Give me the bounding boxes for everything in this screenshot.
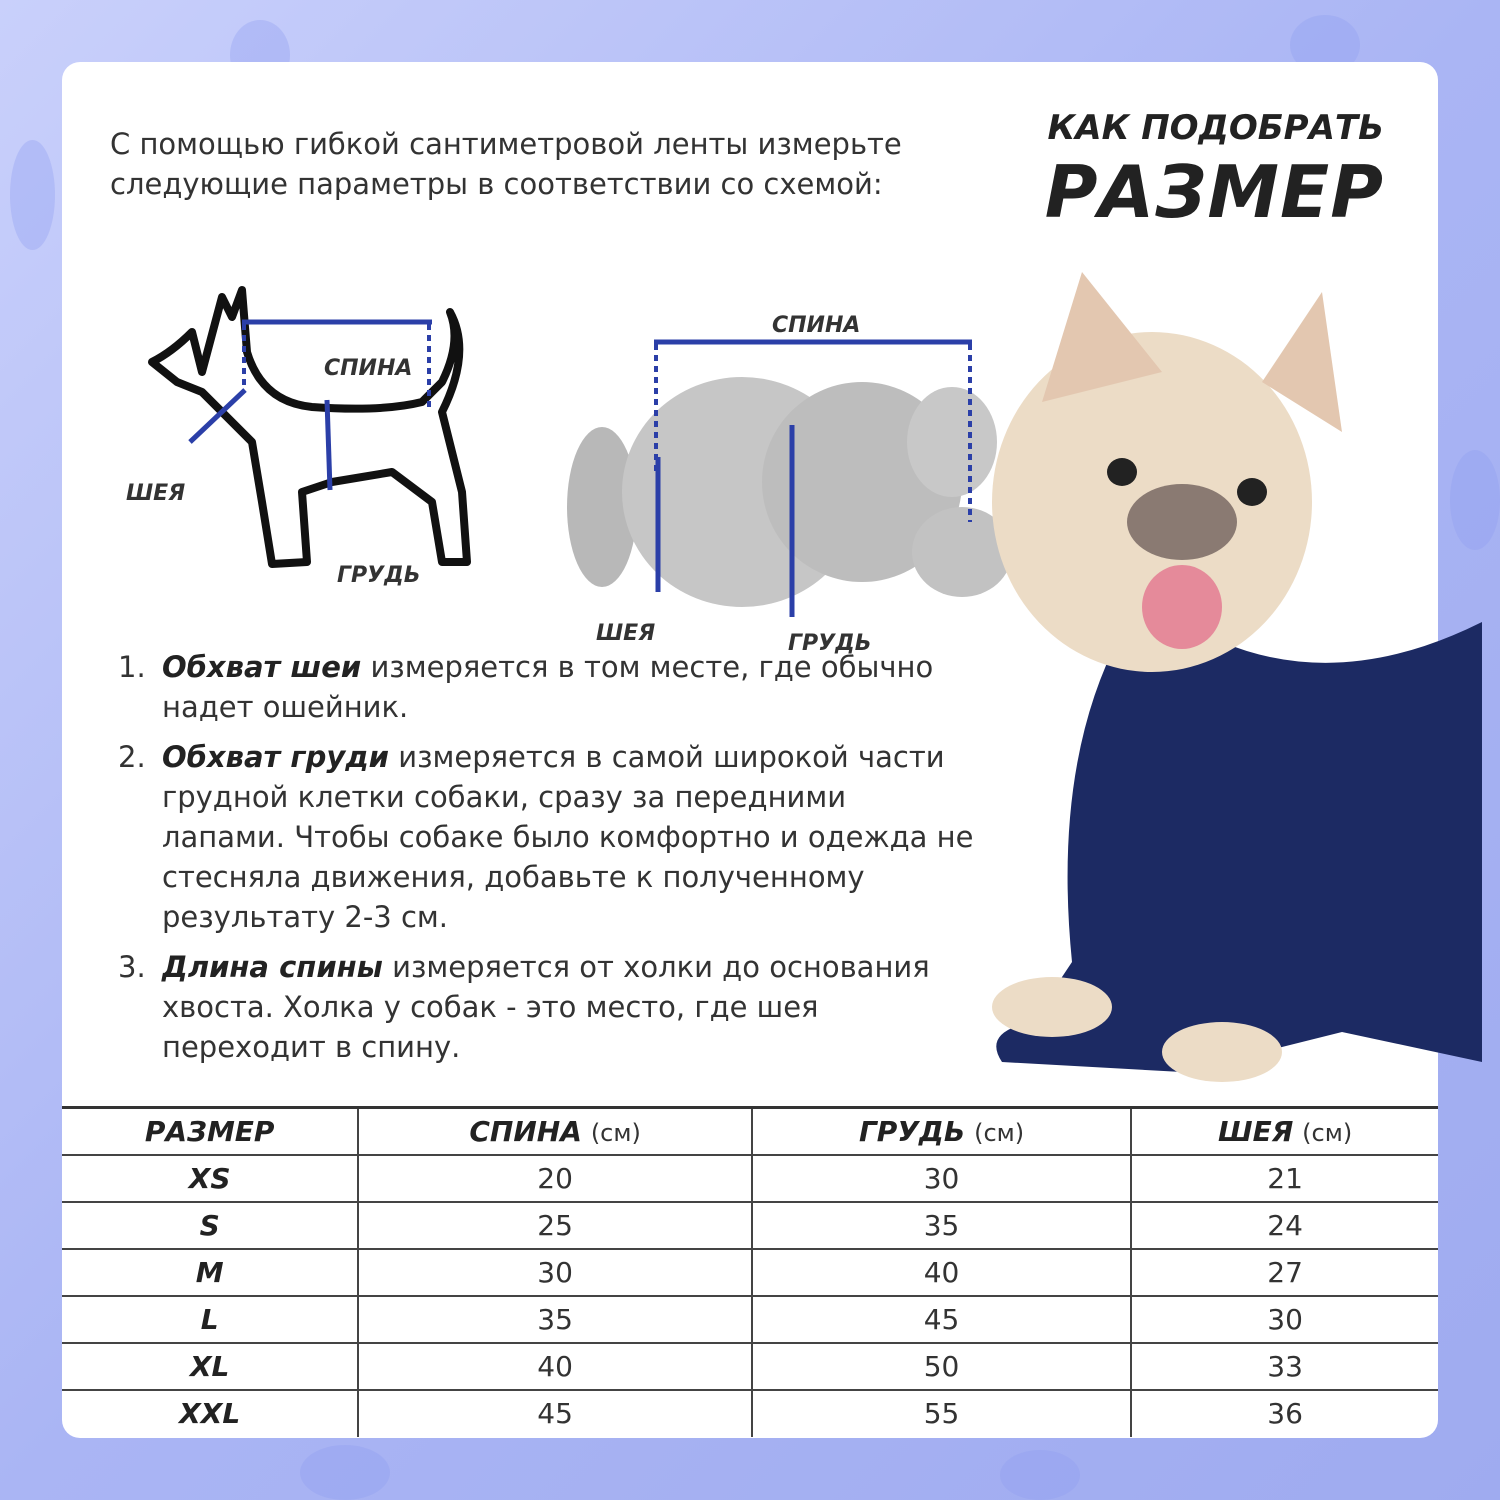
title-line1: КАК ПОДОБРАТЬ xyxy=(1047,108,1384,148)
instruction-item: 1. Обхват шеи измеряется в том месте, где обычно надет ошейник. xyxy=(118,650,934,724)
table-row xyxy=(62,1202,1438,1249)
paw-decoration xyxy=(300,1445,390,1500)
diagram-neck-label: ШЕЯ xyxy=(126,481,186,506)
back-cell: 35 xyxy=(358,1296,752,1343)
table-row xyxy=(62,1155,1438,1202)
measurement-diagram xyxy=(102,242,1002,656)
jacket-back-label: СПИНА xyxy=(772,313,861,338)
header-size: РАЗМЕР xyxy=(62,1108,358,1155)
neck-cell: 36 xyxy=(1131,1390,1438,1437)
chest-cell: 45 xyxy=(752,1296,1131,1343)
chest-cell: 35 xyxy=(752,1202,1131,1249)
back-cell: 20 xyxy=(358,1155,752,1202)
neck-cell: 33 xyxy=(1131,1343,1438,1390)
table-header-row xyxy=(62,1108,1438,1155)
size-cell: XS xyxy=(62,1155,358,1202)
jacket-neck-label: ШЕЯ xyxy=(596,621,656,646)
neck-cell: 30 xyxy=(1131,1296,1438,1343)
back-cell: 45 xyxy=(358,1390,752,1437)
title-line2: РАЗМЕР xyxy=(1044,150,1384,234)
diagram-chest-label: ГРУДЬ xyxy=(337,563,421,588)
back-cell: 25 xyxy=(358,1202,752,1249)
back-cell: 40 xyxy=(358,1343,752,1390)
table-row xyxy=(62,1390,1438,1437)
size-cell: XL xyxy=(62,1343,358,1390)
size-cell: L xyxy=(62,1296,358,1343)
chest-arrow xyxy=(327,400,330,490)
neck-cell: 27 xyxy=(1131,1249,1438,1296)
instruction-item: 2. Обхват груди измеряется в самой широкой части грудной клетки собаки, сразу за передними лапами. Чтобы собаке было комфортно и одежда не стесняла движения, добавьте к полученному результату 2-3 см. xyxy=(118,740,974,934)
size-table xyxy=(62,1106,1438,1437)
size-cell: XXL xyxy=(62,1390,358,1437)
back-cell: 30 xyxy=(358,1249,752,1296)
chest-cell: 55 xyxy=(752,1390,1131,1437)
size-cell: S xyxy=(62,1202,358,1249)
table-row xyxy=(62,1296,1438,1343)
instructions-list xyxy=(118,647,978,1077)
french-bulldog-photo xyxy=(922,262,1442,1122)
size-guide-card xyxy=(62,62,1438,1438)
instruction-item: 3. Длина спины измеряется от холки до основания хвоста. Холка у собак - это место, где шея переходит в спину. xyxy=(118,950,930,1064)
jacket-chest-label: ГРУДЬ xyxy=(788,631,872,656)
chest-cell: 40 xyxy=(752,1249,1131,1296)
table-row xyxy=(62,1249,1438,1296)
intro-text: С помощью гибкой сантиметровой ленты измерьте следующие параметры в соответствии со схемой: xyxy=(110,127,902,201)
diagram-back-label: СПИНА xyxy=(324,356,413,381)
dog-outline-icon xyxy=(152,290,467,564)
paw-decoration xyxy=(10,140,55,250)
header-chest: ГРУДЬ (см) xyxy=(752,1108,1131,1155)
chest-cell: 30 xyxy=(752,1155,1131,1202)
table-row xyxy=(62,1343,1438,1390)
neck-cell: 21 xyxy=(1131,1155,1438,1202)
chest-cell: 50 xyxy=(752,1343,1131,1390)
neck-arrow xyxy=(190,390,245,442)
paw-decoration xyxy=(1450,450,1500,550)
header-neck: ШЕЯ (см) xyxy=(1131,1108,1438,1155)
size-cell: M xyxy=(62,1249,358,1296)
paw-decoration xyxy=(1000,1450,1080,1500)
header-back: СПИНА (см) xyxy=(358,1108,752,1155)
neck-cell: 24 xyxy=(1131,1202,1438,1249)
